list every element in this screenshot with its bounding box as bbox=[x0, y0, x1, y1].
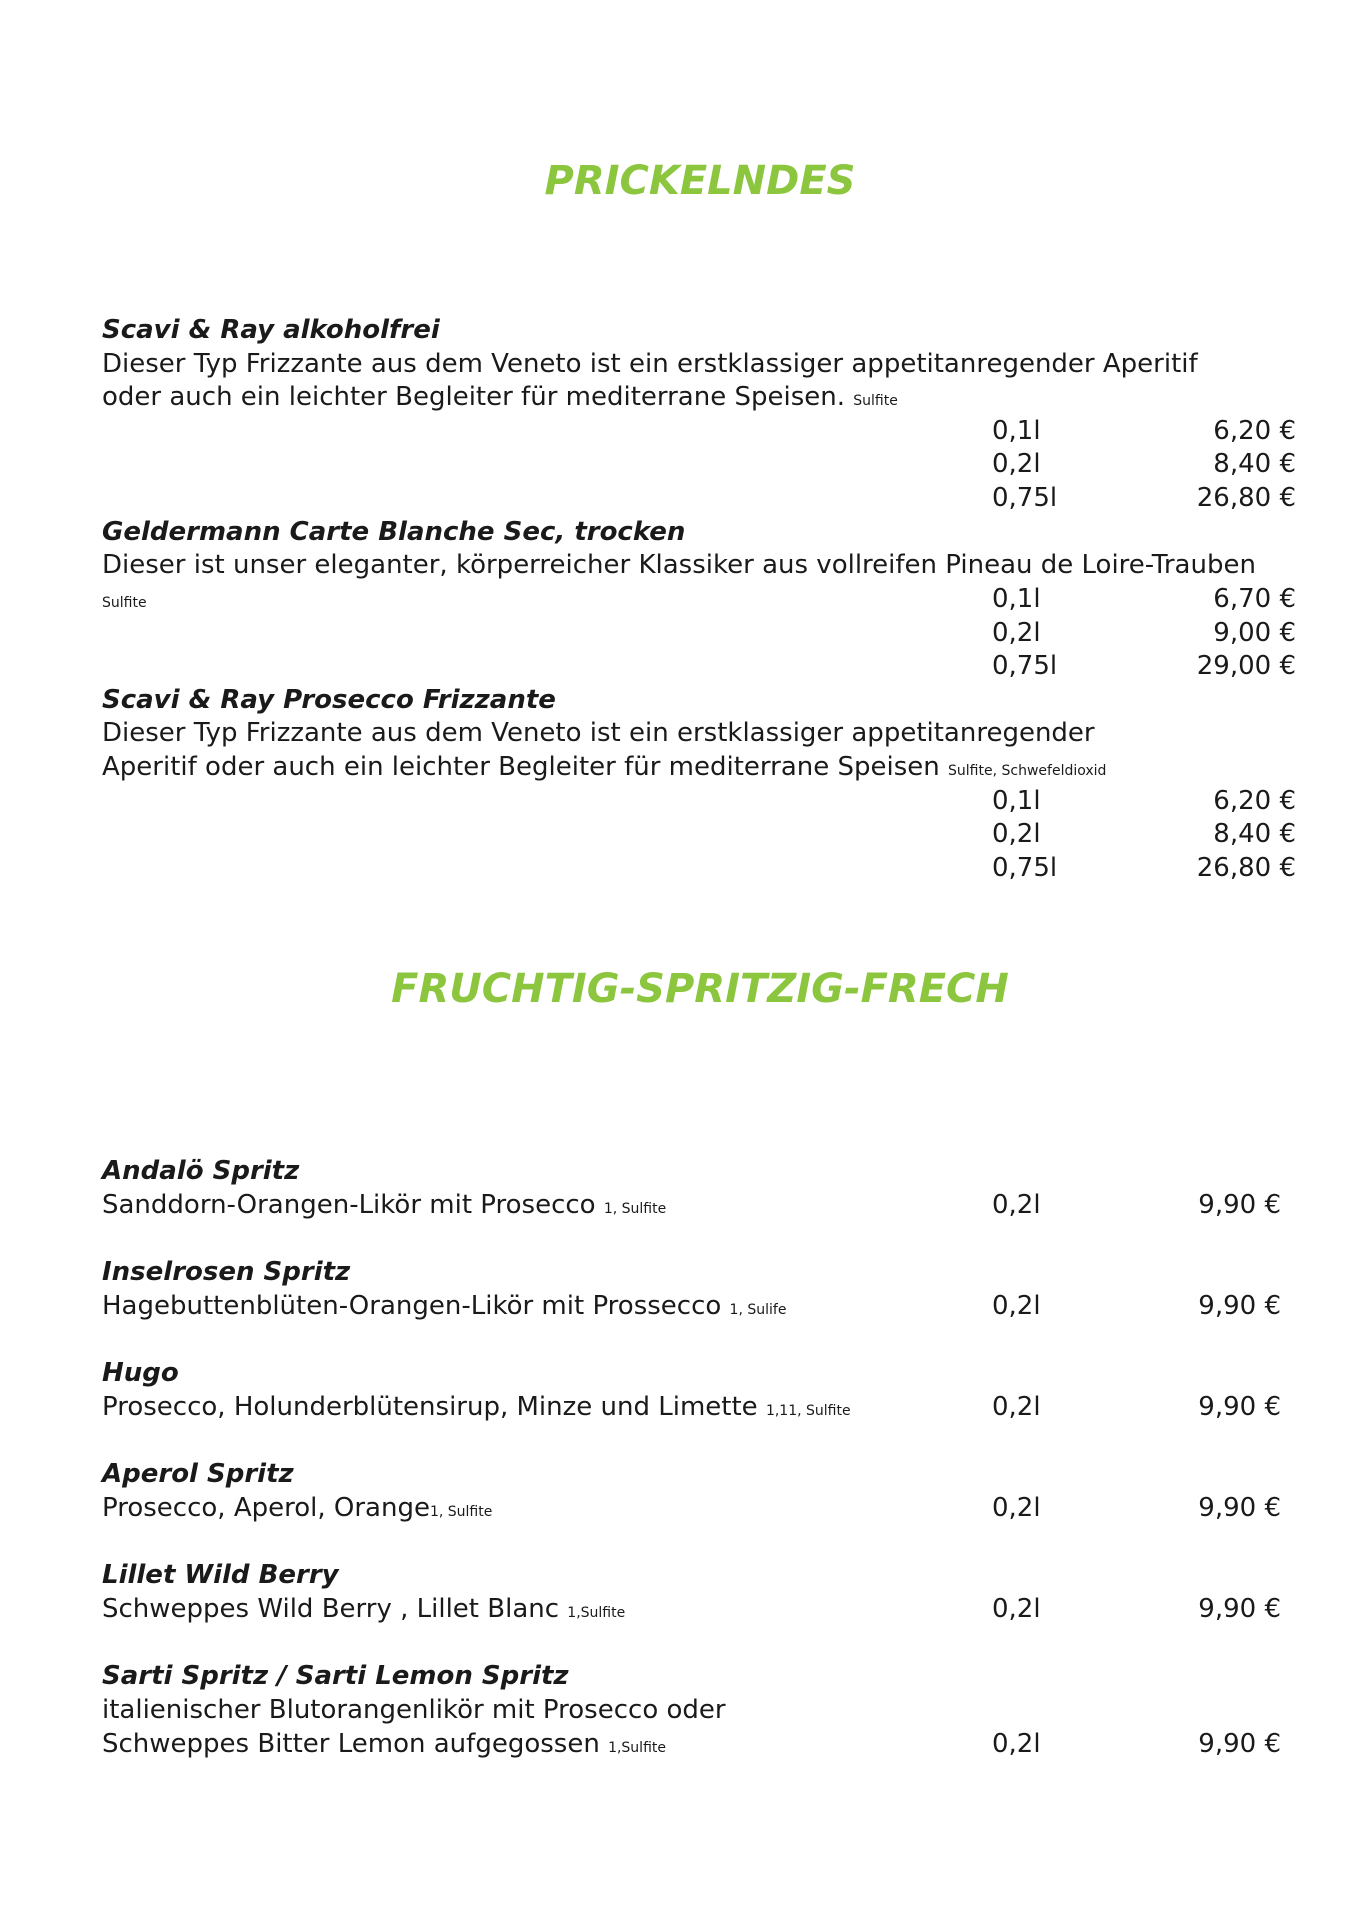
price-row: 0,1l 6,20 € bbox=[992, 786, 1296, 816]
menu-item-description: Prosecco, Aperol, Orange1, Sulfite 0,2l 9,90 € bbox=[102, 1493, 1281, 1523]
menu-item-name: Andalö Spritz bbox=[102, 1156, 300, 1186]
menu-item-description: Schweppes Bitter Lemon aufgegossen 1,Sulfite 0,2l 9,90 € bbox=[102, 1729, 1281, 1759]
menu-item-name: Scavi & Ray Prosecco Frizzante bbox=[102, 685, 556, 715]
price-row: 0,2l 9,00 € bbox=[992, 618, 1296, 648]
menu-item-description: Dieser Typ Frizzante aus dem Veneto ist ein erstklassiger appetitanregender bbox=[102, 718, 1095, 748]
menu-item-description: Hagebuttenblüten-Orangen-Likör mit Prossecco 1, Sulife 0,2l 9,90 € bbox=[102, 1291, 1281, 1321]
price-row: 0,1l 6,20 € bbox=[992, 416, 1296, 446]
menu-item-description: Aperitif oder auch ein leichter Begleiter für mediterrane Speisen Sulfite, Schwefeldioxid bbox=[102, 752, 1107, 782]
price-row: 0,2l 8,40 € bbox=[992, 819, 1296, 849]
menu-item-description: italienischer Blutorangenlikör mit Prosecco oder bbox=[102, 1695, 726, 1725]
allergen-note: 1,Sulfite bbox=[567, 1605, 626, 1621]
menu-item-description: Schweppes Wild Berry , Lillet Blanc 1,Sulfite 0,2l 9,90 € bbox=[102, 1594, 1281, 1624]
allergen-note: 1, Sulife bbox=[729, 1302, 787, 1318]
menu-item-description: Dieser ist unser eleganter, körperreicher Klassiker aus vollreifen Pineau de Loire-Trauben bbox=[102, 550, 1256, 580]
price-row: Sulfite 0,1l 6,70 € bbox=[102, 584, 1296, 614]
menu-item-description: Dieser Typ Frizzante aus dem Veneto ist ein erstklassiger appetitanregender Aperitif bbox=[102, 349, 1198, 379]
price-row: 0,75l 26,80 € bbox=[992, 853, 1296, 883]
allergen-note: 1, Sulfite bbox=[603, 1201, 667, 1217]
allergen-note: Sulfite bbox=[853, 393, 898, 409]
menu-item-description: Sanddorn-Orangen-Likör mit Prosecco 1, Sulfite 0,2l 9,90 € bbox=[102, 1190, 1281, 1220]
price-row: 0,75l 29,00 € bbox=[992, 651, 1296, 681]
allergen-note: Sulfite, Schwefeldioxid bbox=[948, 763, 1107, 779]
menu-item-name: Aperol Spritz bbox=[102, 1459, 294, 1489]
menu-item-description: Prosecco, Holunderblütensirup, Minze und Limette 1,11, Sulfite 0,2l 9,90 € bbox=[102, 1392, 1281, 1422]
menu-item-name: Hugo bbox=[102, 1358, 179, 1388]
section-title-fruchtig: FRUCHTIG-SPRITZIG-FRECH bbox=[391, 966, 1009, 1012]
menu-item-name: Scavi & Ray alkoholfrei bbox=[102, 315, 440, 345]
menu-item-name: Lillet Wild Berry bbox=[102, 1560, 339, 1590]
menu-item-name: Geldermann Carte Blanche Sec, trocken bbox=[102, 517, 686, 547]
price-row: 0,75l 26,80 € bbox=[992, 483, 1296, 513]
menu-item-name: Sarti Spritz / Sarti Lemon Spritz bbox=[102, 1661, 569, 1691]
menu-item-description: oder auch ein leichter Begleiter für mediterrane Speisen. Sulfite bbox=[102, 382, 898, 412]
section-title-prickelndes: PRICKELNDES bbox=[544, 158, 856, 204]
allergen-note: 1, Sulfite bbox=[429, 1504, 493, 1520]
allergen-note: 1,Sulfite bbox=[608, 1740, 666, 1756]
allergen-note: Sulfite bbox=[102, 595, 147, 611]
allergen-note: 1,11, Sulfite bbox=[765, 1403, 851, 1419]
menu-item-name: Inselrosen Spritz bbox=[102, 1257, 351, 1287]
price-row: 0,2l 8,40 € bbox=[992, 449, 1296, 479]
